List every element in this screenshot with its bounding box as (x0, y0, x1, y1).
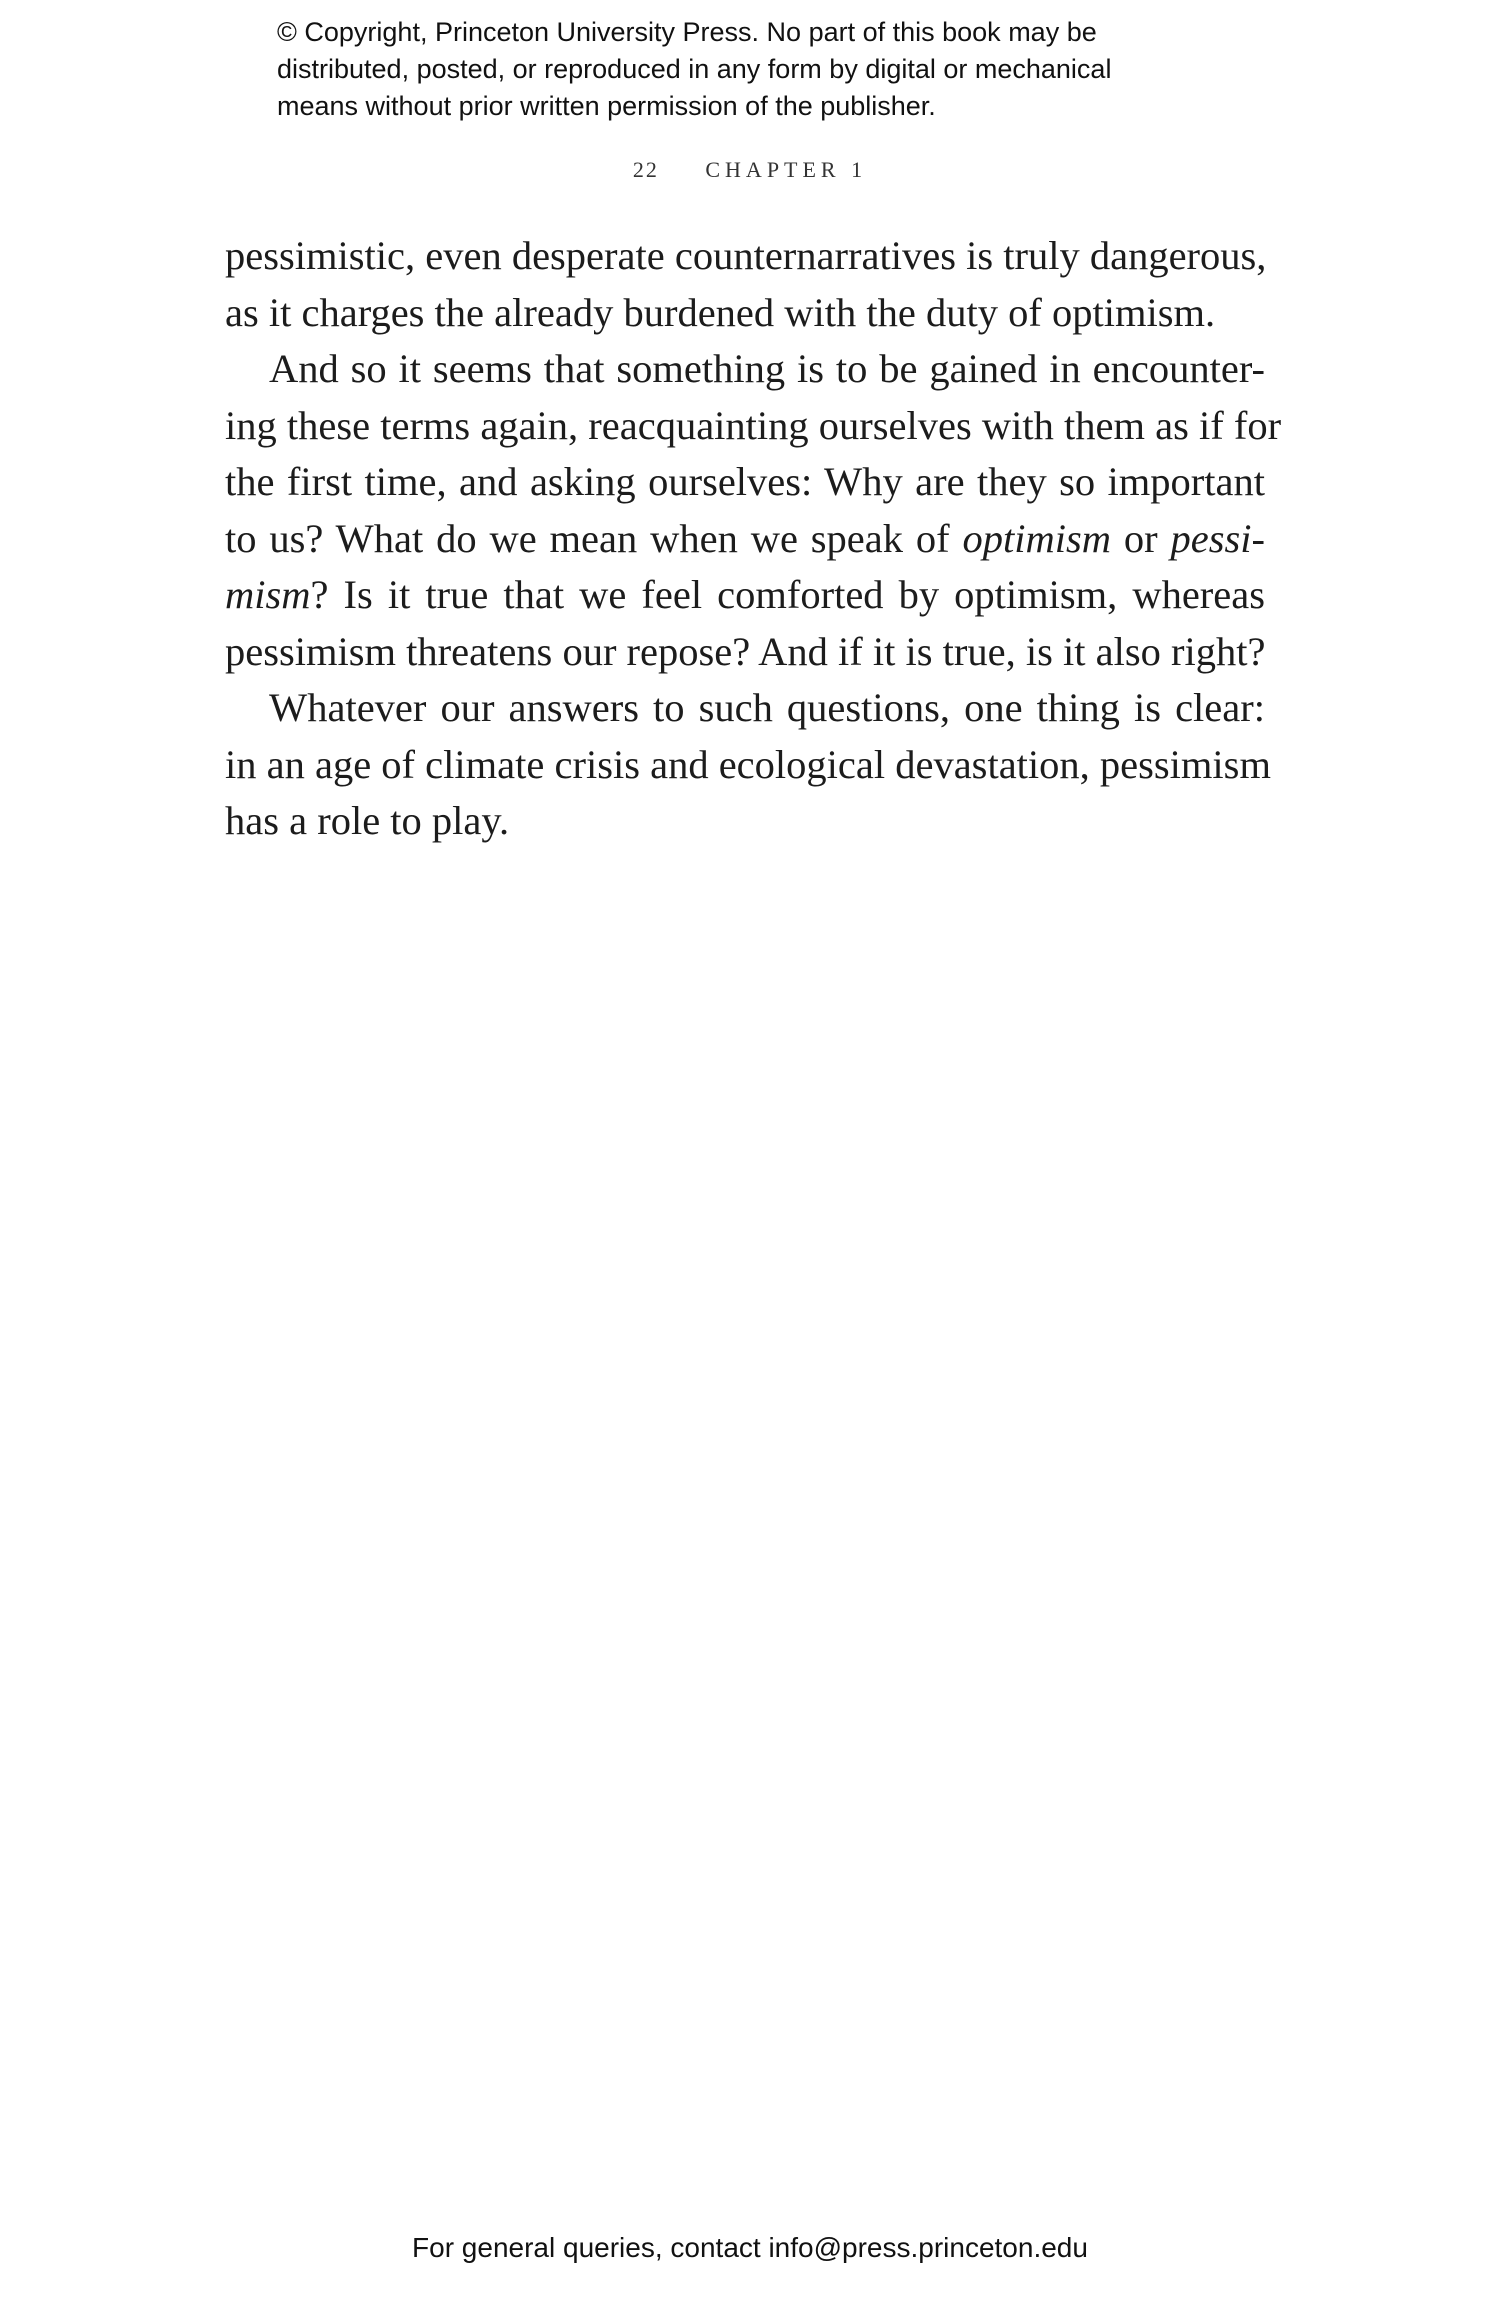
italic-term-pessimism-end: mism (225, 572, 311, 617)
text-line: ing these terms again, reacquainting ourselves with them as if for (225, 402, 1282, 448)
running-head (0, 157, 1500, 183)
text-line: has a role to play. (225, 798, 510, 843)
text-line: Whatever our answers to such questions, one thing is clear: (269, 685, 1265, 730)
text-line: And so it seems that something is to be gained in encounter- (269, 346, 1265, 391)
text-line (225, 567, 1265, 624)
text-line: pessimism threatens our repose? And if it is true, is it also right? (225, 628, 1266, 674)
footer-contact: For general queries, contact info@press.princeton.edu (412, 2232, 1088, 2263)
text-line: as it charges the already burdened with the duty of optimism. (225, 289, 1216, 335)
copyright-line-3: means without prior written permission of the publisher. (277, 91, 936, 121)
text-run: ? Is it true that we feel comforted by optimism, whereas (310, 572, 1265, 617)
page-number: 22 (632, 157, 659, 182)
body-text (225, 228, 1282, 850)
italic-term-optimism: optimism (962, 515, 1111, 561)
paragraph-1 (225, 228, 1265, 341)
italic-term-pessimism: pessi- (1170, 515, 1265, 561)
paragraph-3 (225, 680, 1271, 850)
text-run: to us? What do we mean when we speak of (225, 515, 963, 561)
text-line (225, 511, 1265, 568)
text-line: the first time, and asking ourselves: Why are they so important (225, 459, 1265, 504)
paragraph-2 (225, 341, 1282, 680)
copyright-line-1: © Copyright, Princeton University Press. No part of this book may be (277, 17, 1097, 47)
text-line: pessimistic, even desperate counternarratives is truly dangerous, (225, 233, 1267, 278)
text-line: in an age of climate crisis and ecological devastation, pessimism (225, 741, 1271, 787)
copyright-line-2: distributed, posted, or reproduced in any form by digital or mechanical (277, 54, 1112, 84)
chapter-label: CHAPTER 1 (705, 157, 868, 182)
text-run: or (1111, 515, 1171, 561)
copyright-notice (277, 14, 1277, 125)
